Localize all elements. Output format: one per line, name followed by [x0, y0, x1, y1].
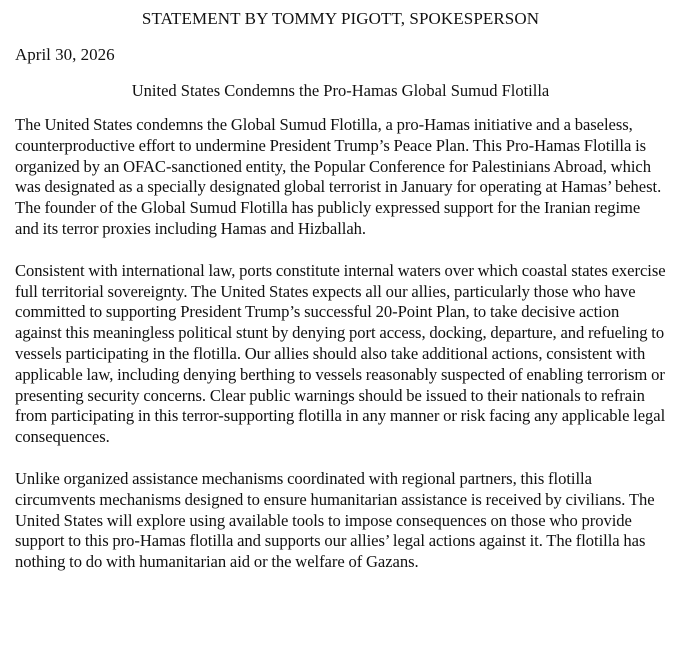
statement-date: April 30, 2026 [15, 45, 115, 64]
body-paragraph: The United States condemns the Global Sumud Flotilla, a pro-Hamas initiative and a baseless, counterproductive effort to undermine President Trump’s Peace Plan. This Pro-Hamas Flotilla is organized by an OFAC-sanctioned entity, the Popular Conference for Palestinians Abroad, which was designated as a specially designated global terrorist in January for operating at Hamas’ behest. The founder of the Global Sumud Flotilla has publicly expressed support for the Iranian regime and its terror proxies including Hamas and Hizballah. [15, 115, 662, 238]
body-paragraph: Unlike organized assistance mechanisms coordinated with regional partners, this flotilla circumvents mechanisms designed to ensure humanitarian assistance is received by civilians. The United States will explore using available tools to impose consequences on those who provide support to this pro-Hamas flotilla and supports our allies’ legal actions against it. The flotilla has nothing to do with humanitarian aid or the welfare of Gazans. [15, 468, 655, 572]
statement-heading: STATEMENT BY TOMMY PIGOTT, SPOKESPERSON [141, 9, 540, 28]
statement-title: United States Condemns the Pro-Hamas Global Sumud Flotilla [131, 81, 550, 100]
body-paragraph: Consistent with international law, ports constitute internal waters over which coastal states exercise full territorial sovereignty. The United States expects all our allies, particularly those who have committed to supporting President Trump’s successful 20-Point Plan, to take decisive action against this meaningless political stunt by denying port access, docking, departure, and refueling to vessels participating in the flotilla. Our allies should also take additional actions, consistent with applicable law, including denying berthing to vessels reasonably suspected of enabling terrorism or presenting security concerns. Clear public warnings should be issued to their nationals to refrain from participating in this terror-supporting flotilla in any manner or risk facing any applicable legal consequences. [15, 260, 666, 447]
statement-body [15, 115, 666, 573]
